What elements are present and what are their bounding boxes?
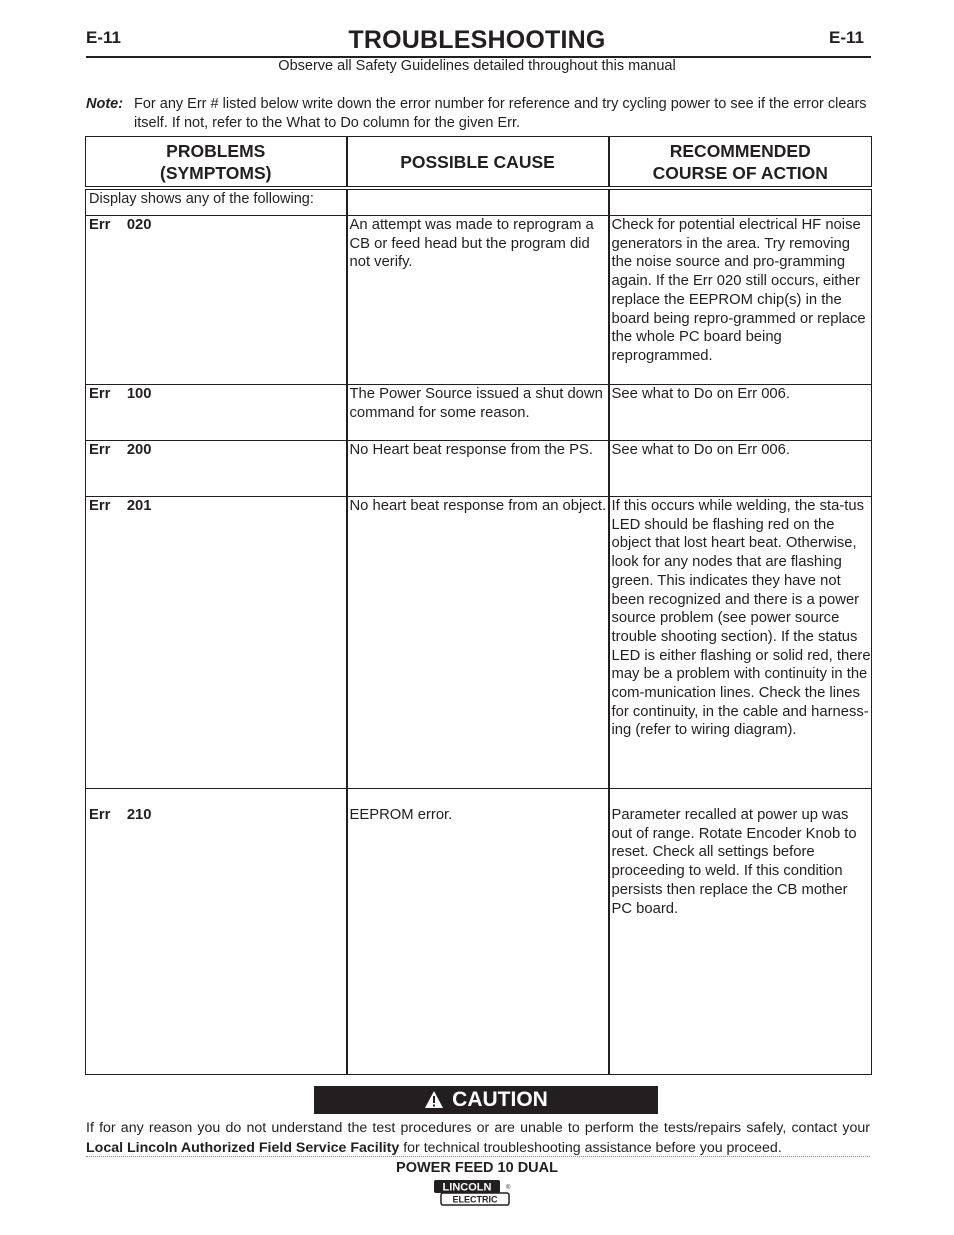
display-row [86, 188, 872, 216]
display-row-text: Display shows any of the following: [86, 188, 347, 216]
safety-subtitle: Observe all Safety Guidelines detailed throughout this manual [278, 58, 676, 74]
table-row [86, 497, 872, 789]
page-code-left: E-11 [86, 28, 121, 47]
caution-text-bold: Local Lincoln Authorized Field Service Facility [86, 1140, 400, 1156]
caution-text-after: for technical troubleshooting assistance before you proceed. [399, 1140, 782, 1156]
page-code-right: E-11 [829, 28, 864, 47]
possible-cause: An attempt was made to reprogram a CB or feed head but the program did not verify. [347, 216, 609, 385]
error-code: Err 201 [89, 498, 152, 514]
header-action [609, 137, 872, 189]
header-cause: POSSIBLE CAUSE [347, 137, 609, 189]
possible-cause: No Heart beat response from the PS. [347, 441, 609, 497]
logo-line2: ELECTRIC [452, 1194, 498, 1205]
error-code: Err 020 [89, 217, 152, 233]
caution-label: CAUTION [452, 1088, 548, 1111]
logo-registered-mark: ® [506, 1185, 511, 1191]
table-row [86, 441, 872, 497]
error-code: Err 210 [89, 807, 152, 823]
error-code: Err 100 [89, 386, 152, 402]
caution-text-before: If for any reason you do not understand the test procedures or are unable to perform the tests/repairs safely, contact your [86, 1120, 870, 1136]
possible-cause: No heart beat response from an object. [347, 497, 609, 789]
header-action-line2: COURSE OF ACTION [652, 162, 828, 183]
header-problems-line2: (SYMPTOMS) [160, 162, 272, 183]
possible-cause: EEPROM error. [347, 789, 609, 1075]
course-of-action: Parameter recalled at power up was out of range. Rotate Encoder Knob to reset. Check all settings before proceeding to weld. If this condition persists then replace the CB mother PC board. [609, 789, 872, 1075]
table-row [86, 385, 872, 441]
table-header-row [86, 137, 872, 189]
course-of-action: See what to Do on Err 006. [609, 441, 872, 497]
caution-banner [314, 1086, 658, 1114]
course-of-action: If this occurs while welding, the sta-tus LED should be flashing red on the object that lost heart beat. Otherwise, look for any nodes that are flashing green. This indicates they have not been recognized and there is a power source problem (see power source trouble shooting section). If the status LED is either flashing or solid red, there may be a problem with continuity in the com-munication lines. Check the lines for continuity, in the cable and harness-ing (refer to wiring diagram). [609, 497, 872, 789]
header-problems-line1: PROBLEMS [166, 140, 266, 161]
footer-rule [86, 1156, 870, 1157]
caution-text [86, 1118, 870, 1158]
note-text: For any Err # listed below write down the error number for reference and try cycling power to see if the error clears itself. If not, refer to the What to Do column for the given Err. [134, 96, 867, 131]
possible-cause: The Power Source issued a shut down command for some reason. [347, 385, 609, 441]
lincoln-electric-logo [433, 1179, 511, 1207]
course-of-action: See what to Do on Err 006. [609, 385, 872, 441]
header-action-line1: RECOMMENDED [669, 140, 811, 161]
course-of-action: Check for potential electrical HF noise generators in the area. Try removing the noise source and pro-gramming again. If the Err 020 still occurs, either replace the EEPROM chip(s) in the board being repro-grammed or replace the whole PC board being reprogrammed. [609, 216, 872, 385]
warning-triangle-icon [424, 1090, 444, 1109]
page-title: TROUBLESHOOTING [348, 26, 606, 54]
product-name: POWER FEED 10 DUAL [396, 1160, 558, 1176]
note-label: Note: [86, 96, 124, 112]
table-row [86, 216, 872, 385]
table-row [86, 789, 872, 1075]
troubleshooting-table [85, 136, 872, 1075]
header-problems [86, 137, 347, 189]
error-code: Err 200 [89, 442, 152, 458]
logo-line1: LINCOLN [442, 1181, 492, 1194]
